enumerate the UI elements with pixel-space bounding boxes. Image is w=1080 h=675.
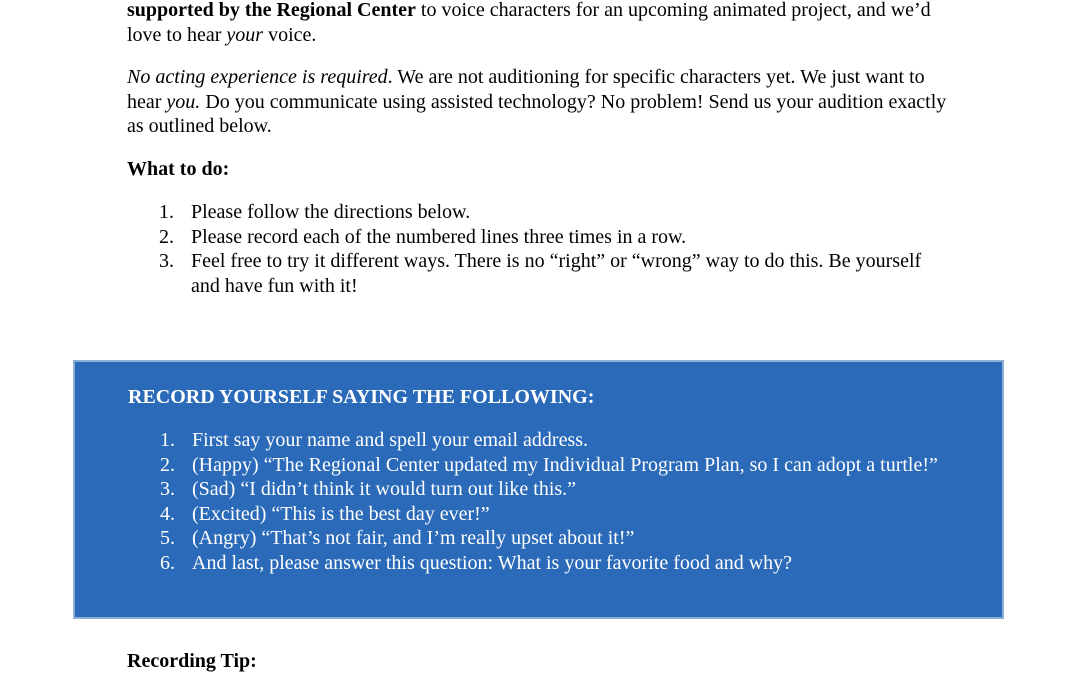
list-item-text: (Excited) “This is the best day ever!” [192,502,490,525]
list-item [128,428,948,453]
list-item [128,502,948,527]
record-box-heading: RECORD YOURSELF SAYING THE FOLLOWING: [128,386,595,408]
list-item-text: (Sad) “I didn’t think it would turn out like this.” [192,478,577,500]
list-item-text: Please follow the directions below. [191,201,471,223]
list-item-number: 3. [160,478,175,500]
list-item-number: 1. [160,429,175,451]
intro-text-end: voice. [263,23,317,46]
intro-paragraph [127,0,947,47]
list-item-text: Please record each of the numbered lines three times in a row. [191,225,687,248]
no-experience-italic: No acting experience is required [127,66,388,88]
list-item-text: And last, please answer this question: What is your favorite food and why? [192,551,793,574]
list-item [128,453,948,478]
no-experience-text-2: Do you communicate using assisted technology? No problem! Send us your audition exactly as outlined below. [127,90,947,137]
list-item [128,477,948,502]
what-to-do-list [127,200,927,298]
no-experience-italic-you: you. [166,90,201,113]
list-item-text: (Angry) “That’s not fair, and I’m really upset about it!” [192,527,635,549]
list-item-number: 5. [160,527,175,549]
list-item [127,249,927,298]
list-item-text: (Happy) “The Regional Center updated my Individual Program Plan, so I can adopt a turtle!” [192,453,938,476]
list-item-number: 6. [160,551,175,574]
list-item-number: 1. [159,201,174,223]
list-item [128,526,948,551]
list-item-number: 3. [159,250,174,272]
no-experience-paragraph [127,65,947,139]
list-item [127,225,927,250]
list-item [127,200,927,225]
record-instructions-box [73,360,1004,619]
list-item-text: Feel free to try it different ways. There is no “right” or “wrong” way to do this. Be yourself and have fun with it! [191,250,922,297]
list-item [128,551,948,576]
intro-text: to voice characters for an upcoming animated project, and we’d love to hear [127,0,931,46]
list-item-number: 4. [160,502,175,525]
intro-bold-text: supported by the Regional Center [127,0,416,21]
list-item-text: First say your name and spell your email address. [192,429,589,451]
record-lines-list [128,428,948,575]
list-item-number: 2. [159,225,174,248]
recording-tip-heading: Recording Tip: [127,650,257,672]
list-item-number: 2. [160,453,175,476]
what-to-do-heading: What to do: [127,158,230,180]
no-experience-text-1: . We are not auditioning for specific characters yet. We just want to hear [127,66,925,113]
intro-italic-your: your [226,23,264,46]
